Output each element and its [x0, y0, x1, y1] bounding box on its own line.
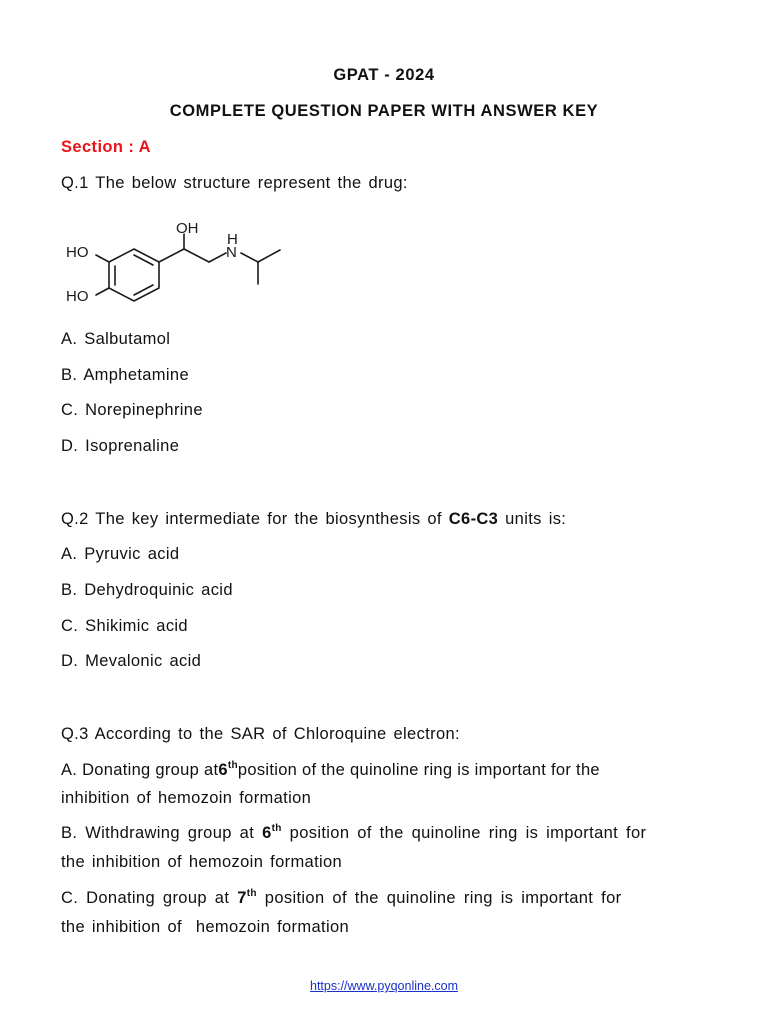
- page-title: GPAT - 2024: [333, 66, 435, 84]
- question-2-option-d: D. Mevalonic acid: [61, 652, 202, 670]
- question-1-option-b: B. Amphetamine: [61, 366, 189, 384]
- q3a-text-pre: A. Donating group at: [61, 761, 219, 779]
- struct-label-h: H: [227, 231, 238, 248]
- question-3-option-b-cont: the inhibition of hemozoin formation: [61, 853, 343, 871]
- benzene-ring: [109, 249, 159, 301]
- question-2-option-b: B. Dehydroquinic acid: [61, 581, 233, 599]
- q3b-ordinal: [262, 824, 282, 842]
- question-2-prompt-text: Q.2 The key intermediate for the biosynthesis of: [61, 510, 449, 528]
- question-2-prompt-bold: C6-C3: [448, 510, 499, 528]
- q3b-ordinal-num: 6: [262, 824, 272, 842]
- q3c-ordinal-sup: th: [246, 888, 257, 899]
- page-subtitle: COMPLETE QUESTION PAPER WITH ANSWER KEY: [169, 102, 599, 120]
- bond-side-chain: [209, 253, 226, 262]
- bond-ho-upper: [96, 255, 109, 262]
- question-3-option-c-cont: the inhibition of hemozoin formation: [61, 918, 350, 936]
- bond-isopropyl: [258, 250, 280, 262]
- question-2-prompt: [61, 510, 566, 529]
- question-3-option-a: [61, 761, 707, 780]
- q3a-text-post: position of the quinoline ring is important for the: [237, 761, 600, 779]
- question-3-option-a-cont: inhibition of hemozoin formation: [61, 789, 312, 807]
- question-1-option-a: A. Salbutamol: [61, 330, 171, 348]
- struct-label-ho-upper: HO: [66, 244, 89, 261]
- q3a-ordinal: [218, 761, 238, 780]
- bond-side-chain: [159, 249, 184, 262]
- question-2-option-c: C. Shikimic acid: [61, 617, 188, 635]
- q3a-ordinal-sup: th: [227, 760, 238, 771]
- q3a-ordinal-num: 6: [218, 761, 228, 779]
- question-2-option-a: A. Pyruvic acid: [61, 545, 180, 563]
- struct-label-ho-lower: HO: [66, 288, 89, 305]
- question-2-prompt-end: units is:: [498, 510, 567, 528]
- q3c-text-post: position of the quinoline ring is important for: [256, 889, 622, 907]
- question-3-prompt: Q.3 According to the SAR of Chloroquine electron:: [61, 725, 460, 743]
- question-3-option-c: [61, 889, 621, 908]
- struct-label-n: N: [226, 244, 237, 261]
- question-1-option-d: D. Isoprenaline: [61, 437, 180, 455]
- q3b-text-post: position of the quinoline ring is important for: [281, 824, 647, 842]
- bond-side-chain: [184, 249, 209, 262]
- struct-label-oh: OH: [176, 220, 199, 237]
- q3c-ordinal-num: 7: [237, 889, 247, 907]
- section-heading: Section : A: [61, 138, 151, 156]
- q3c-ordinal: [237, 889, 257, 907]
- question-1-option-c: C. Norepinephrine: [61, 401, 203, 419]
- q3c-text-pre: C. Donating group at: [61, 889, 238, 907]
- q3b-text-pre: B. Withdrawing group at: [61, 824, 263, 842]
- question-3-option-b: [61, 824, 646, 843]
- question-1-prompt: Q.1 The below structure represent the drug:: [61, 174, 408, 192]
- bond-side-chain: [241, 253, 258, 262]
- q3b-ordinal-sup: th: [271, 823, 282, 834]
- chemical-structure-image: [64, 216, 294, 306]
- page-footer: [0, 979, 768, 993]
- bond-ho-lower: [96, 288, 109, 295]
- footer-website-link[interactable]: https://www.pyqonline.com: [310, 979, 458, 993]
